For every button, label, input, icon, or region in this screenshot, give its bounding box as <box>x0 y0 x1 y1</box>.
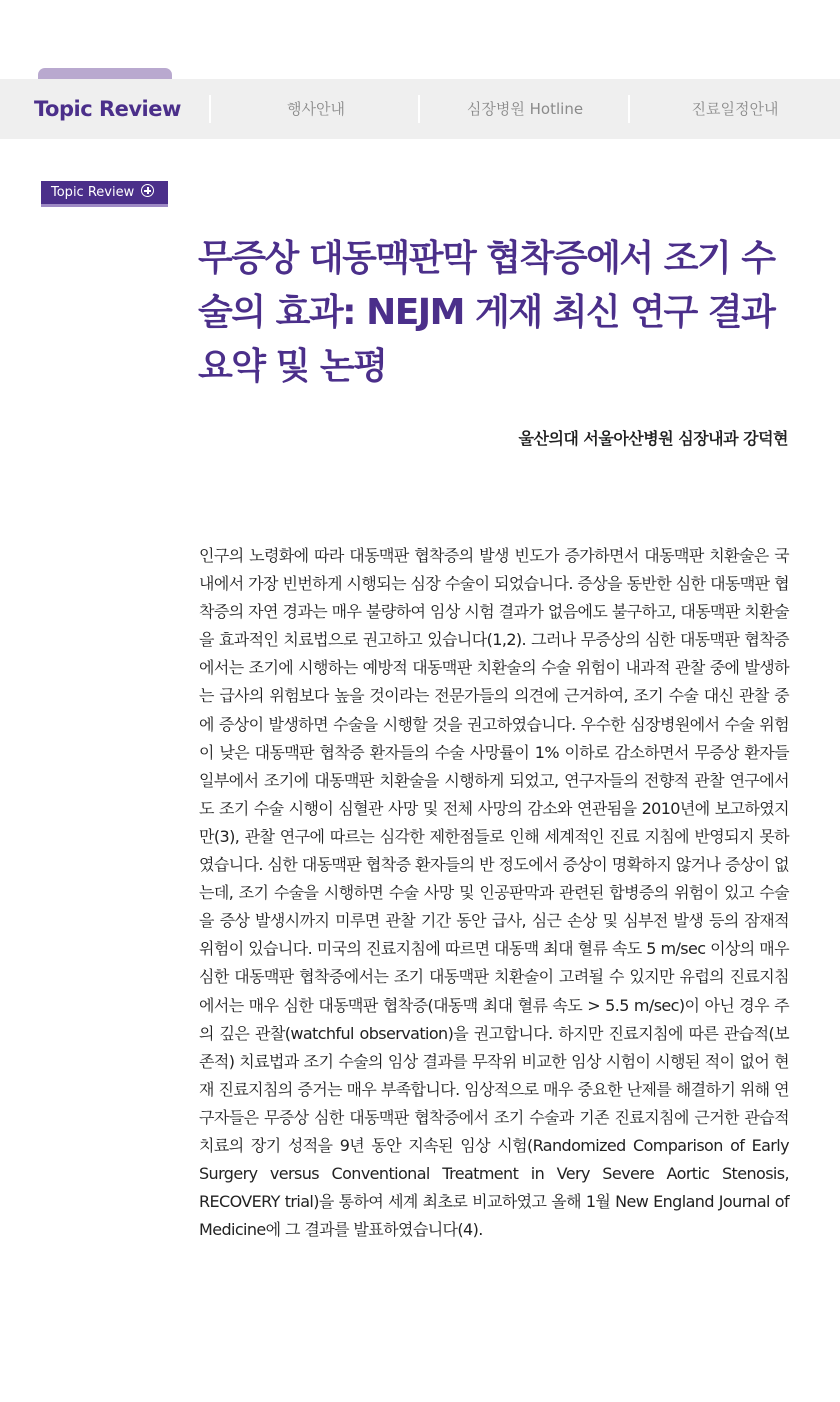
topic-review-badge[interactable] <box>41 181 168 207</box>
nav-item-schedule[interactable]: 진료일정안내 <box>691 100 779 118</box>
nav-divider <box>628 95 630 123</box>
nav-item-events[interactable]: 행사안내 <box>287 100 345 118</box>
nav-item-hotline[interactable]: 심장병원 Hotline <box>466 100 584 118</box>
nav-divider <box>418 95 420 123</box>
nav-divider <box>209 95 211 123</box>
article-title: 무증상 대동맥판막 협착증에서 조기 수술의 효과: NEJM 게재 최신 연구 결과 요약 및 논평 <box>198 238 775 387</box>
article-author: 울산의대 서울아산병원 심장내과 강덕현 <box>518 429 788 448</box>
plus-circle-icon <box>141 184 154 197</box>
top-navigation <box>0 79 840 139</box>
article-body: 인구의 노령화에 따라 대동맥판 협착증의 발생 빈도가 증가하면서 대동맥판 치환술은 국내에서 가장 빈번하게 시행되는 심장 수술이 되었습니다. 증상을 동반한 심한 대동맥판 협착증의 자연 경과는 매우 불량하여 임상 시험 결과가 없음에도 불구하고, 대동맥판 치환술을 효과적인 치료법으로 권고하고 있습니다(1,2). 그러나 무증상의 심한 대동맥판 협착증에서는 조기에 시행하는 예방적 대동맥판 치환술의 수술 위험이 내과적 관찰 중에 발생하는 급사의 위험보다 높을 것이라는 전문가들의 의견에 근거하여, 조기 수술 대신 관찰 중에 증상이 발생하면 수술을 시행할 것을 권고하였습니다. 우수한 심장병원에서 수술 위험이 낮은 대동맥판 협착증 환자들의 수술 사망률이 1% 이하로 감소하면서 무증상 환자들 일부에서 조기에 대동맥판 치환술을 시행하게 되었고, 연구자들의 전향적 관찰 연구에서도 조기 수술 시행이 심혈관 사망 및 전체 사망의 감소와 연관됨을 2010년에 보고하였지만(3), 관찰 연구에 따르는 심각한 제한점들로 인해 세계적인 진료 지침에 반영되지 못하였습니다. 심한 대동맥판 협착증 환자들의 반 정도에서 증상이 명확하지 않거나 증상이 없는데, 조기 수술을 시행하면 수술 사망 및 인공판막과 관련된 합병증의 위험이 있고 수술을 증상 발생시까지 미루면 관찰 기간 동안 급사, 심근 손상 및 심부전 발생 등의 잠재적 위험이 있습니다. 미국의 진료지침에 따르면 대동맥 최대 혈류 속도 5 m/sec 이상의 매우 심한 대동맥판 협착증에서는 조기 대동맥판 치환술이 고려될 수 있지만 유럽의 진료지침에서는 매우 심한 대동맥판 협착증(대동맥 최대 혈류 속도 > 5.5 m/sec)이 아닌 경우 주의 깊은 관찰(watchful observation)을 권고합니다. 하지만 진료지침에 따른 관습적(보존적) 치료법과 조기 수술의 임상 결과를 무작위 비교한 임상 시험이 시행된 적이 없어 현재 진료지침의 증거는 매우 부족합니다. 임상적으로 매우 중요한 난제를 해결하기 위해 연구자들은 무증상 심한 대동맥판 협착증에서 조기 수술과 기존 진료지침에 근거한 관습적 치료의 장기 성적을 9년 동안 지속된 임상 시험(Randomized Comparison of Early Surgery versus Conventional Treatment in Very Severe Aortic Stenosis, RECOVERY trial)을 통하여 세계 최초로 비교하였고 올해 1월 New England Journal of Medicine에 그 결과를 발표하였습니다(4). <box>199 546 789 1240</box>
badge-label: Topic Review <box>51 185 135 200</box>
nav-brand-topic-review[interactable]: Topic Review <box>34 97 181 121</box>
